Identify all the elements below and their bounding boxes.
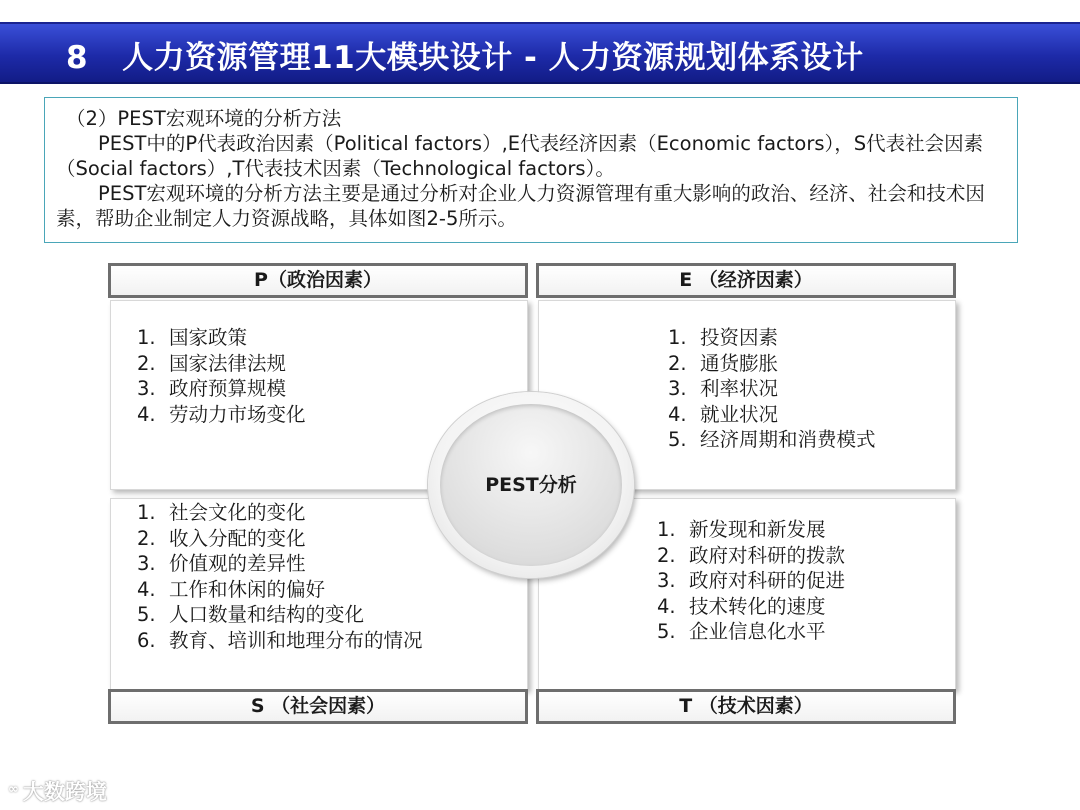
intro-text-box [44, 97, 1018, 243]
item-number: 1. [657, 518, 676, 541]
item-text: 经济周期和消费模式 [700, 428, 876, 451]
title-text: 人力资源管理11大模块设计 - 人力资源规划体系设计 [122, 40, 864, 76]
item-text: 劳动力市场变化 [169, 402, 306, 426]
list-item [137, 500, 423, 526]
list-item [657, 517, 845, 543]
list-item [657, 594, 845, 620]
intro-paragraph-2: PEST宏观环境的分析方法主要是通过分析对企业人力资源管理有重大影响的政治、经济、社会和技术因素，帮助企业制定人力资源战略，具体如图2-5所示。 [56, 182, 985, 230]
item-number: 4. [668, 402, 687, 426]
item-number: 2. [657, 543, 676, 567]
watermark [8, 776, 107, 806]
item-text: 社会文化的变化 [169, 501, 306, 524]
item-number: 1. [137, 501, 156, 524]
watermark-logo-icon: ∞ [8, 782, 19, 797]
item-text: 国家法律法规 [169, 351, 287, 375]
intro-heading: （2）PEST宏观环境的分析方法 [66, 107, 342, 130]
item-number: 1. [668, 326, 687, 349]
item-text: 政府对科研的拨款 [689, 543, 846, 567]
item-number: 3. [137, 377, 156, 400]
item-text: 投资因素 [700, 326, 779, 349]
list-item [668, 351, 876, 377]
watermark-text: 大数跨境 [22, 780, 107, 804]
item-number: 4. [657, 594, 676, 618]
item-number: 5. [668, 428, 687, 451]
item-number: 5. [657, 620, 676, 643]
list-item [137, 551, 423, 577]
list-item [137, 325, 306, 351]
list-item [668, 427, 876, 453]
list-item [668, 402, 876, 428]
technological-header: T （技术因素） [536, 689, 956, 724]
title-bar [0, 22, 1080, 84]
list-item [657, 543, 845, 569]
social-factor-list [137, 500, 423, 653]
item-text: 企业信息化水平 [689, 620, 826, 643]
item-number: 6. [137, 628, 156, 652]
item-text: 国家政策 [169, 326, 248, 349]
item-number: 3. [668, 377, 687, 400]
list-item [137, 402, 306, 428]
economic-factor-list [668, 325, 876, 453]
item-number: 3. [657, 569, 676, 592]
social-header: S （社会因素） [108, 689, 528, 724]
item-text: 政府预算规模 [169, 377, 287, 400]
list-item [657, 619, 845, 645]
item-text: 价值观的差异性 [169, 552, 306, 575]
economic-header: E （经济因素） [536, 263, 956, 298]
item-text: 政府对科研的促进 [689, 569, 846, 592]
political-header: P（政治因素） [108, 263, 528, 298]
list-item [137, 526, 423, 552]
item-number: 4. [137, 402, 156, 426]
item-number: 2. [137, 526, 156, 550]
item-text: 就业状况 [700, 402, 779, 426]
item-text: 新发现和新发展 [689, 518, 826, 541]
item-text: 教育、培训和地理分布的情况 [169, 628, 423, 652]
list-item [137, 351, 306, 377]
list-item [668, 325, 876, 351]
list-item [668, 376, 876, 402]
list-item [137, 602, 423, 628]
item-number: 2. [668, 351, 687, 375]
item-number: 2. [137, 351, 156, 375]
page-title [66, 32, 864, 77]
item-text: 收入分配的变化 [169, 526, 306, 550]
item-text: 人口数量和结构的变化 [169, 603, 365, 626]
list-item [137, 376, 306, 402]
item-number: 1. [137, 326, 156, 349]
title-number: 8 [66, 40, 89, 76]
center-circle-label: PEST分析 [440, 404, 622, 566]
item-text: 技术转化的速度 [689, 594, 826, 618]
list-item [657, 568, 845, 594]
list-item [137, 628, 423, 654]
technological-factor-list [657, 517, 845, 645]
intro-paragraph-1: PEST中的P代表政治因素（Political factors）,E代表经济因素（Economic factors），S代表社会因素（Social factors）,T代表技术因素（Technological factors）。 [56, 132, 984, 180]
item-text: 工作和休闲的偏好 [169, 577, 326, 601]
item-number: 3. [137, 552, 156, 575]
item-number: 5. [137, 603, 156, 626]
item-text: 通货膨胀 [700, 351, 779, 375]
list-item [137, 577, 423, 603]
political-factor-list [137, 325, 306, 427]
item-text: 利率状况 [700, 377, 779, 400]
item-number: 4. [137, 577, 156, 601]
